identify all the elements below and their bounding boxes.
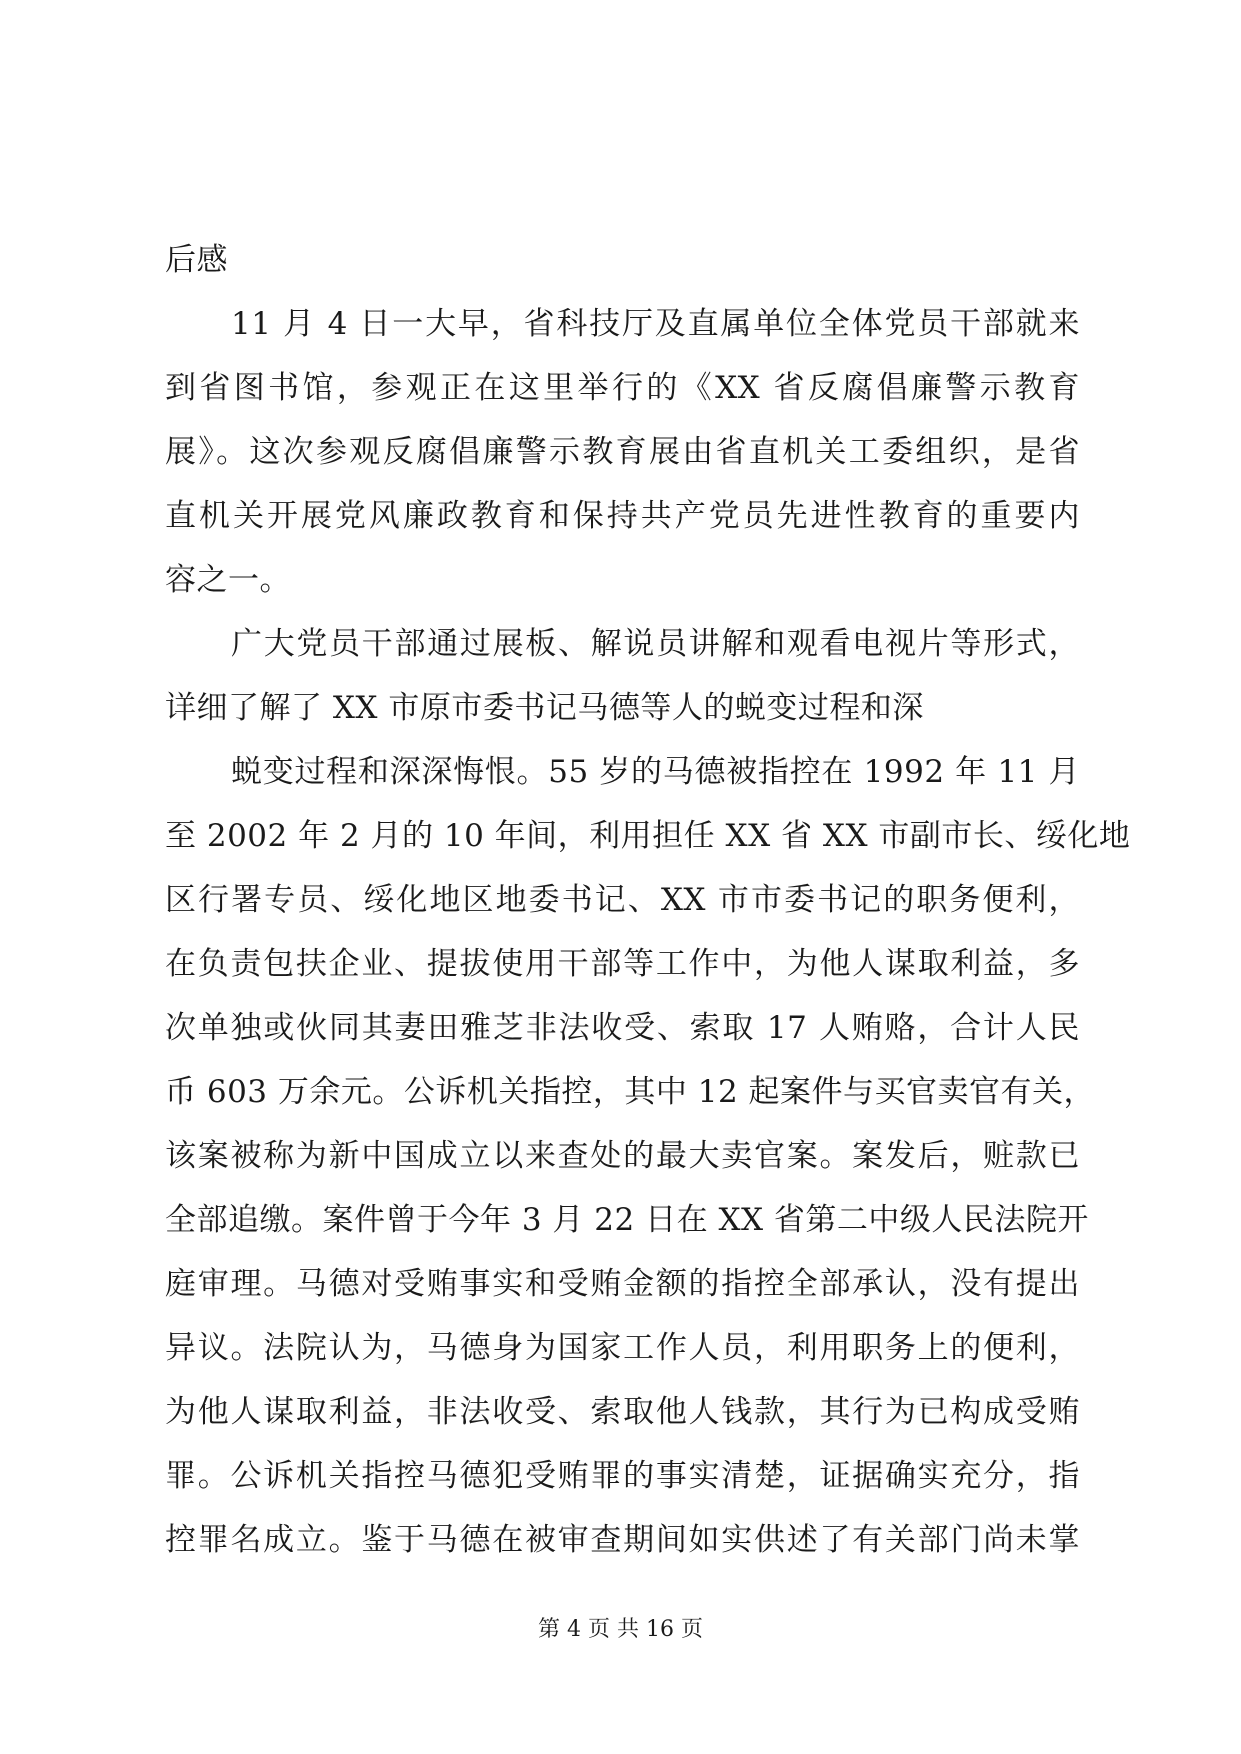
page-number-footer: 第 4 页 共 16 页 [538,1617,703,1642]
text-line: 庭审理。马德对受贿事实和受贿金额的指控全部承认，没有提出 [165,1266,1080,1302]
text-line: 广大党员干部通过展板、解说员讲解和观看电视片等形式， [231,626,1080,662]
text-line: 次单独或伙同其妻田雅芝非法收受、索取 17 人贿赂，合计人民 [165,1010,1080,1046]
text-line: 直机关开展党风廉政教育和保持共产党员先进性教育的重要内 [165,498,1080,534]
text-line: 罪。公诉机关指控马德犯受贿罪的事实清楚，证据确实充分，指 [165,1458,1080,1494]
text-line: 区行署专员、绥化地区地委书记、XX 市市委书记的职务便利， [165,882,1080,918]
text-line: 异议。法院认为，马德身为国家工作人员，利用职务上的便利， [165,1330,1080,1366]
body-text [165,228,1131,1572]
text-line: 后感 [165,242,228,278]
text-line: 到省图书馆，参观正在这里举行的《XX 省反腐倡廉警示教育 [165,370,1080,406]
text-line: 详细了解了 XX 市原市委书记马德等人的蜕变过程和深 [165,690,924,726]
text-line: 币 603 万余元。公诉机关指控，其中 12 起案件与买官卖官有关， [165,1074,1096,1110]
text-line: 在负责包扶企业、提拔使用干部等工作中，为他人谋取利益，多 [165,946,1080,982]
text-line: 11 月 4 日一大早，省科技厅及直属单位全体党员干部就来 [231,306,1080,342]
text-line: 全部追缴。案件曾于今年 3 月 22 日在 XX 省第二中级人民法院开 [165,1202,1089,1238]
text-line: 为他人谋取利益，非法收受、索取他人钱款，其行为已构成受贿 [165,1394,1080,1430]
text-line: 该案被称为新中国成立以来查处的最大卖官案。案发后，赃款已 [165,1138,1080,1174]
text-line: 容之一。 [165,562,291,598]
text-line: 控罪名成立。鉴于马德在被审查期间如实供述了有关部门尚未掌 [165,1522,1080,1558]
text-line: 蜕变过程和深深悔恨。55 岁的马德被指控在 1992 年 11 月 [231,754,1080,790]
text-line: 展》。这次参观反腐倡廉警示教育展由省直机关工委组织，是省 [165,434,1080,470]
text-line: 至 2002 年 2 月的 10 年间，利用担任 XX 省 XX 市副市长、绥化地 [165,818,1131,854]
